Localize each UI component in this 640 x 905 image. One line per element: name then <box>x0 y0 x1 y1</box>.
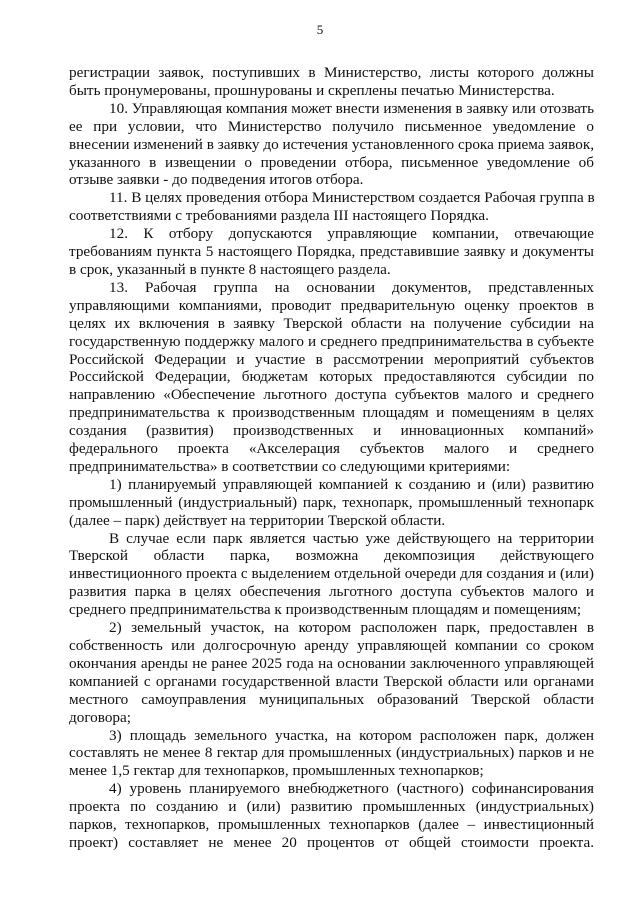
text-line: Российской Федерации, бюджетам которых предоставляются субсидии по <box>69 368 594 386</box>
paragraph <box>69 225 594 279</box>
text-line: парков, технопарков, промышленных технопарков (далее – инвестиционный <box>69 816 594 834</box>
paragraph <box>69 727 594 781</box>
text-line: предпринимательства» в соответствии со следующими критериями: <box>69 457 511 475</box>
text-line: В случае если парк является частью уже действующего на территории <box>109 529 594 547</box>
text-line: менее 1,5 гектар для технопарков, промышленных технопарков; <box>69 762 484 780</box>
text-line: местного самоуправления муниципальных образований Тверской области <box>69 690 594 708</box>
text-line: 4) уровень планируемого внебюджетного (частного) софинансирования <box>109 780 594 798</box>
text-line: в срок, указанный в пункте 8 настоящего раздела. <box>69 260 391 278</box>
paragraph <box>69 100 594 190</box>
text-line: (далее – парк) действует на территории Тверской области. <box>69 511 446 529</box>
paragraph <box>69 279 594 476</box>
paragraph <box>69 619 594 726</box>
text-line: внесении изменений в заявку до истечения установленного срока приема заявок, <box>69 135 594 153</box>
text-line: 11. В целях проведения отбора Министерством создается Рабочая группа в <box>109 189 595 207</box>
document-body <box>69 64 594 852</box>
text-line: 13. Рабочая группа на основании документов, представленных <box>109 278 594 296</box>
text-line: управляющими компаниями, проводит предварительную оценку проектов в <box>69 296 594 314</box>
text-line: развития парка в целях обеспечения льготного доступа субъектов малого и <box>69 583 594 601</box>
text-line: 10. Управляющая компания может внести изменения в заявку или отозвать <box>109 99 594 117</box>
text-line: Российской Федерации и участие в рассмотрении мероприятий субъектов <box>69 350 594 368</box>
text-line: договора; <box>69 708 131 726</box>
text-line: федерального проекта «Акселерация субъектов малого и среднего <box>69 440 594 458</box>
paragraph <box>69 64 594 100</box>
text-line: государственную поддержку малого и среднего предпринимательства в субъекте <box>69 332 594 350</box>
text-line: быть пронумерованы, прошнурованы и скреплены печатью Министерства. <box>69 81 555 99</box>
text-line: промышленный (индустриальный) парк, технопарк, промышленный технопарк <box>69 493 594 511</box>
text-line: отзыве заявки - до подведения итогов отбора. <box>69 171 364 189</box>
page-number: 5 <box>316 22 324 37</box>
text-line: Тверской области парка, возможна декомпозиция действующего <box>69 547 594 565</box>
text-line: 12. К отбору допускаются управляющие компании, отвечающие <box>109 225 594 243</box>
paragraph <box>69 530 594 620</box>
text-line: регистрации заявок, поступивших в Министерство, листы которого должны <box>69 64 594 81</box>
text-line: ее при условии, что Министерство получило письменное уведомление о <box>69 117 594 135</box>
text-line: направлению «Обеспечение льготного доступа субъектов малого и среднего <box>69 386 594 404</box>
text-line: указанного в извещении о проведении отбора, письменное уведомление об <box>69 153 594 171</box>
text-line: проект) составляет не менее 20 процентов от общей стоимости проекта. <box>69 833 594 851</box>
paragraph <box>69 780 594 852</box>
text-line: создания (развития) производственных и инновационных компаний» <box>69 422 594 440</box>
text-line: среднего предпринимательства к производственным площадям и помещениям; <box>69 601 582 619</box>
text-line: 1) планируемый управляющей компанией к созданию и (или) развитию <box>109 475 594 493</box>
paragraph <box>69 476 594 530</box>
text-line: требованиям пункта 5 настоящего Порядка, представившие заявку и документы <box>69 243 594 261</box>
text-line: целях их включения в заявку Тверской области на получение субсидии на <box>69 314 594 332</box>
text-line: собственность или долгосрочную аренду управляющей компании со сроком <box>69 637 594 654</box>
text-line: 2) земельный участок, на котором расположен парк, предоставлен в <box>109 619 594 637</box>
text-line: проекта по созданию и (или) развитию промышленных (индустриальных) <box>69 798 594 816</box>
text-line: окончания аренды не ранее 2025 года на основании заключенного управляющей <box>69 654 594 672</box>
text-line: 3) площадь земельного участка, на котором расположен парк, должен <box>109 726 594 744</box>
text-line: составлять не менее 8 гектар для промышленных (индустриальных) парков и не <box>69 744 594 762</box>
paragraph <box>69 189 594 225</box>
text-line: предпринимательства к производственным площадям и помещениям в целях <box>69 404 594 422</box>
text-line: инвестиционного проекта с выделением отдельной очереди для создания и (или) <box>69 565 594 583</box>
text-line: соответствиями с требованиями раздела III настоящего Порядка. <box>69 207 489 225</box>
text-line: компанией с органами государственной власти Тверской области или органами <box>69 672 594 690</box>
